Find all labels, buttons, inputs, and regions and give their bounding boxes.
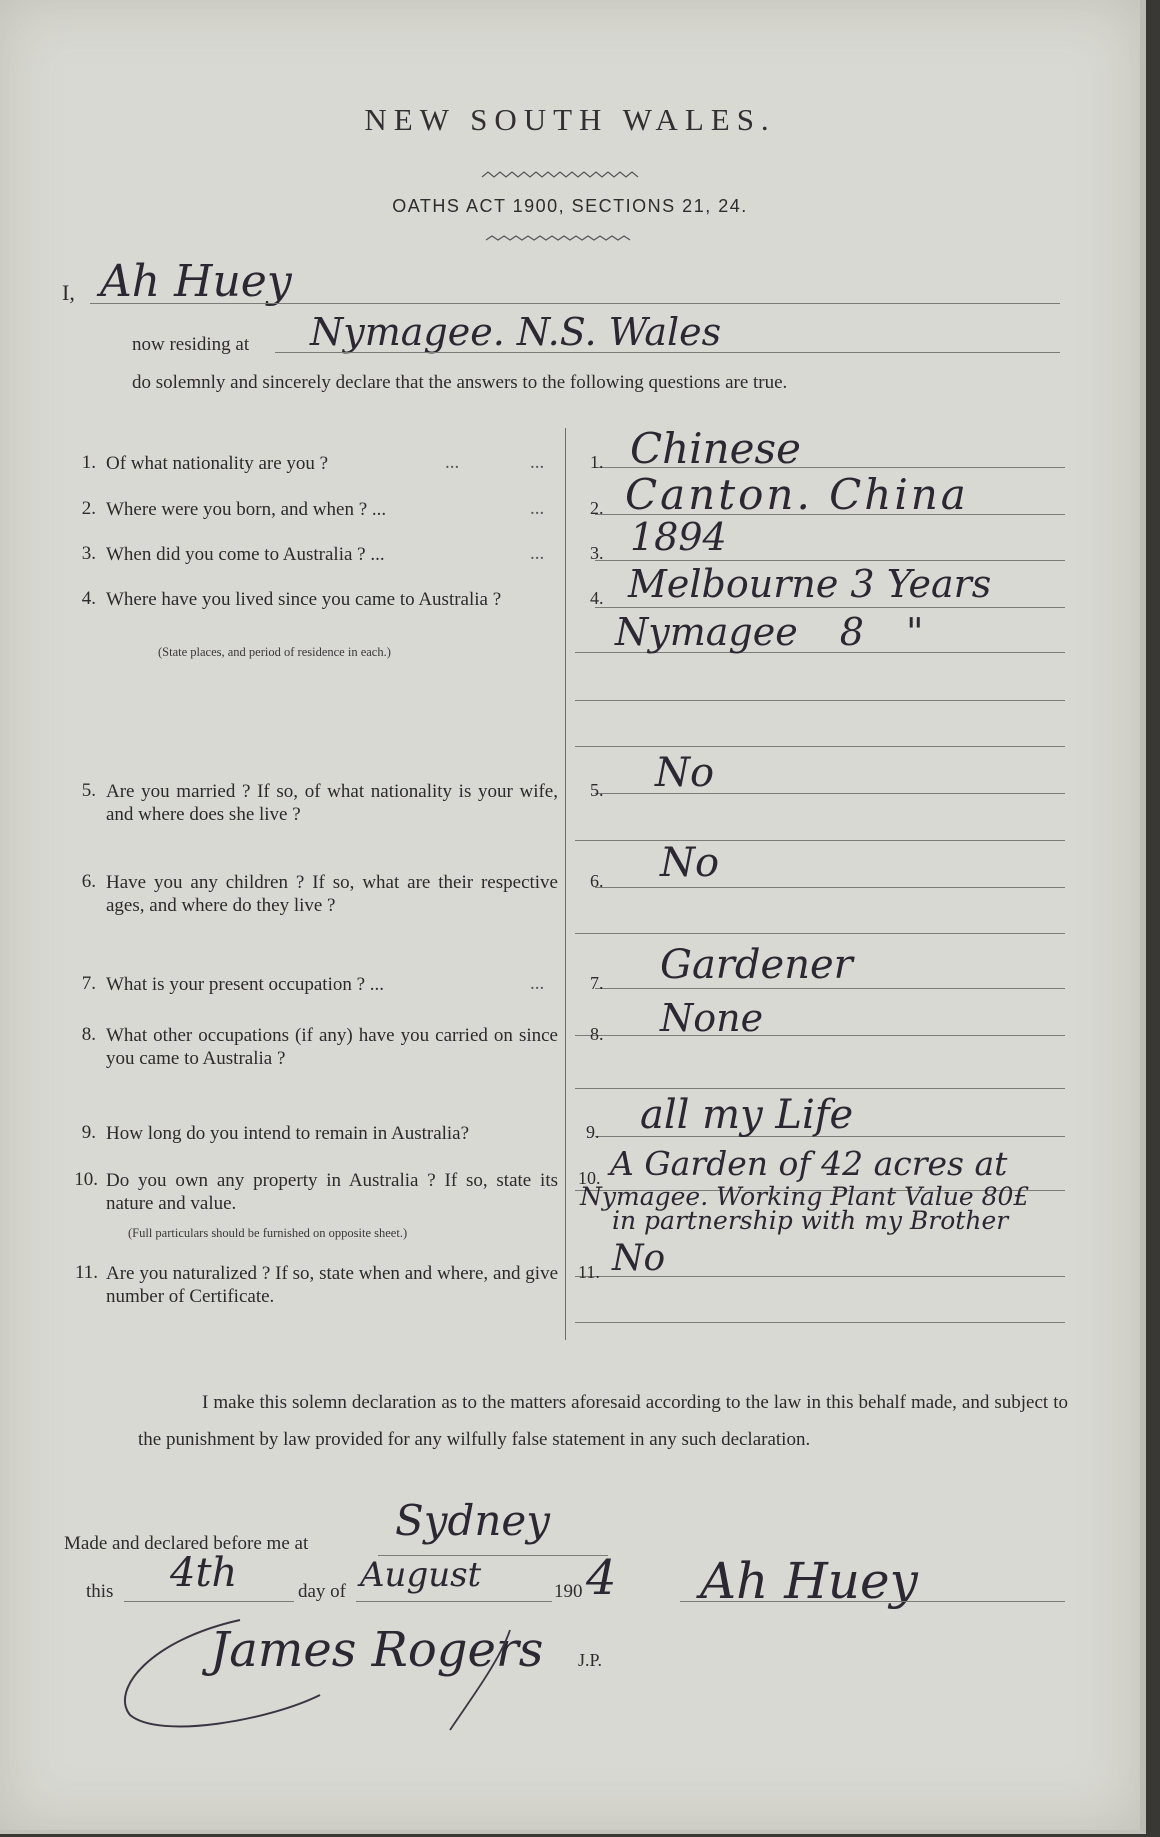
answer-value: 1894	[630, 515, 727, 559]
question-number: 1.	[81, 452, 96, 473]
question-text: What other occupations (if any) have you carried on since you came to Australia ?	[106, 1025, 558, 1069]
question-number: 11.	[74, 1262, 98, 1283]
ornament-divider-top	[0, 168, 1140, 182]
answer-number: 7.	[590, 973, 604, 993]
question-number: 6.	[81, 871, 96, 892]
question-note: (Full particulars should be furnished on opposite sheet.)	[128, 1226, 408, 1240]
answer-number: 8.	[590, 1024, 604, 1044]
question-text: Are you married ? If so, of what nationality is your wife, and where does she live ?	[106, 781, 558, 825]
answer-value: None	[660, 996, 764, 1040]
residence-line	[275, 352, 1060, 353]
question-text: Of what nationality are you ?	[106, 453, 329, 474]
question-number: 3.	[81, 543, 96, 564]
column-divider	[565, 428, 566, 1340]
declarant-signature: Ah Huey	[700, 1552, 918, 1610]
question-number: 2.	[81, 498, 96, 519]
declaration-paragraph: I make this solemn declaration as to the matters aforesaid according to the law in this behalf made, and subject to the punishment by law provided for any wilfully false statement in any such declaration.	[138, 1392, 1068, 1450]
question-text: Are you naturalized ? If so, state when and where, and give number of Certificate.	[106, 1263, 558, 1307]
question-number: 8.	[81, 1024, 96, 1045]
answer-value: Melbourne 3 Years	[628, 562, 992, 606]
question-note: (State places, and period of residence in each.)	[158, 645, 391, 659]
answer-value: A Garden of 42 acres at	[610, 1144, 1008, 1183]
question-text: How long do you intend to remain in Australia?	[106, 1123, 470, 1144]
place-value: Sydney	[395, 1496, 551, 1545]
made-declared-label: Made and declared before me at	[64, 1533, 309, 1554]
answer-value-line-2: Nymagee 8 "	[615, 610, 924, 654]
answer-value: Canton. China	[625, 470, 969, 519]
question-number: 5.	[81, 780, 96, 801]
form-title: NEW SOUTH WALES.	[364, 102, 776, 137]
year-suffix: 4	[586, 1550, 617, 1606]
this-label: this	[86, 1581, 114, 1602]
answer-number: 1.	[590, 452, 604, 472]
answer-number: 11.	[578, 1262, 600, 1282]
answer-value: Chinese	[630, 424, 801, 473]
question-number: 4.	[81, 588, 96, 609]
day-of-label: day of	[298, 1581, 347, 1602]
residence-value: Nymagee. N.S. Wales	[310, 310, 722, 354]
declarant-name: Ah Huey	[100, 256, 292, 307]
year-prefix: 190	[554, 1581, 583, 1602]
question-number: 9.	[81, 1122, 96, 1143]
declare-statement: do solemnly and sincerely declare that the answers to the following questions are true.	[132, 372, 788, 393]
residing-label: now residing at	[132, 334, 250, 355]
answer-number: 3.	[590, 543, 604, 563]
question-number: 7.	[81, 973, 96, 994]
answer-number: 5.	[590, 780, 604, 800]
jp-signature: James Rogers	[210, 1622, 544, 1678]
name-line	[90, 303, 1060, 304]
question-text: Where have you lived since you came to Australia ?	[106, 589, 502, 610]
answer-number: 2.	[590, 498, 604, 518]
answer-number: 6.	[590, 871, 604, 891]
answer-value: No	[655, 750, 715, 796]
ornament-divider-bottom	[0, 232, 1140, 246]
answer-value: Gardener	[660, 942, 853, 988]
answer-value: No	[612, 1238, 666, 1279]
jp-signature-flourish	[90, 1600, 590, 1750]
question-text: Have you any children ? If so, what are their respective ages, and where do they live ?	[106, 872, 558, 916]
declaration-form: NEW SOUTH WALES. OATHS ACT 1900, SECTIONS 21, 24. I, Ah Huey now residing at Nymagee. N.S. Wales do solemnly and sincerely declare that the answers to the following questions are true. 1. Of what nationality are you ? ... ... 1. Chinese 2. Where were you born, and when ? ... ... 2. Canton. China 3. When did you come to Australia ? ... ... 3. 1894 4. Where have you lived since you came to Australia ? (State places, and period of residence in each.) 4. Melbourne 3 Years Nymagee 8 " 5. Are you married ? If so, of what nationality is your wife, and where does she live ? 5. No 6. Have you any children ? If so, what are their respective ages, and where do they live ? 6. No 7. What is your present occupation ? ... ... 7. Gardener 8. What other occupations (if any) have you carried on since you came to Australia ? 8. None 9. How long do you intend to remain in Australia? 9. all my Life 10. Do you own any property in Australia ? If so, state its nature and value. (Full particulars should be furnished on opposite sheet.) 10. A Garden of 42 acres at Nymagee. Working Plant Value 80£ in partnership with my Brother 11. Are you naturalized ? If so, state when and where, and give number of Certificate. 11. No I make this solemn declaration as to the matters aforesaid according to the law in this behalf made, and subject to the punishment by law provided for any wilfully false statement in any such declaration. Made and declared before me at Sydney this 4th day of August 190 4 Ah Huey James Rogers J.P.	[0, 0, 1146, 1834]
month-value: August	[360, 1555, 482, 1595]
jp-label: J.P.	[578, 1650, 603, 1670]
question-text: When did you come to Australia ? ...	[106, 544, 385, 565]
day-value: 4th	[170, 1550, 238, 1596]
question-number: 10.	[74, 1169, 98, 1190]
answer-value-line-3: in partnership with my Brother	[612, 1206, 1009, 1235]
answer-number: 9.	[586, 1122, 600, 1142]
question-text: Where were you born, and when ? ...	[106, 499, 387, 520]
answer-value: No	[660, 840, 720, 886]
i-label: I,	[62, 280, 75, 305]
act-reference: OATHS ACT 1900, SECTIONS 21, 24.	[392, 196, 748, 216]
answer-value-line-2: Nymagee. Working Plant Value 80£	[580, 1182, 1030, 1211]
question-text: Do you own any property in Australia ? If so, state its nature and value.	[106, 1170, 558, 1214]
answer-value: all my Life	[640, 1092, 854, 1138]
question-text: What is your present occupation ? ...	[106, 974, 385, 995]
answer-number: 4.	[590, 588, 604, 608]
answer-number: 10.	[578, 1168, 601, 1188]
